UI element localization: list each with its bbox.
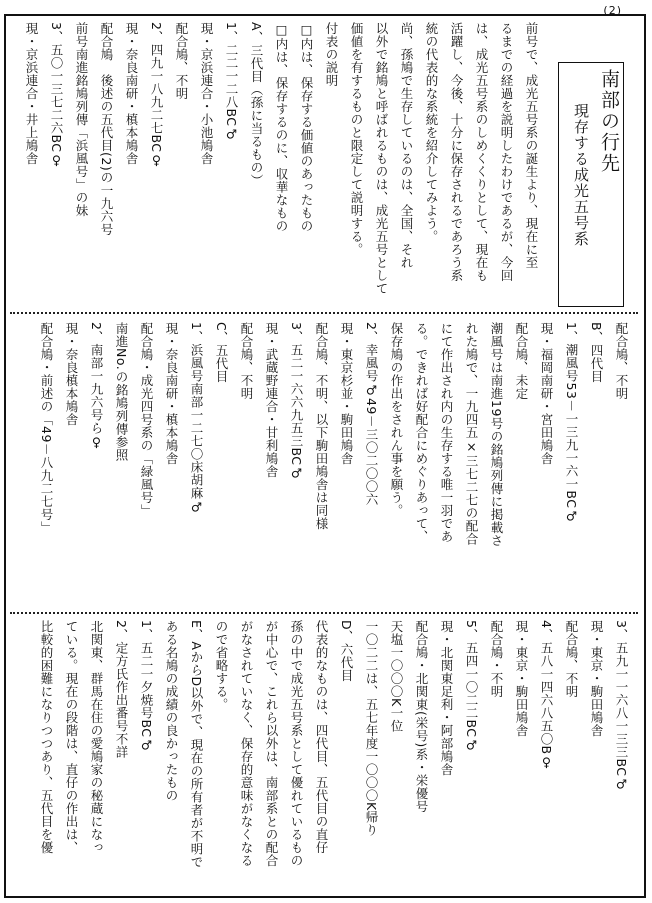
text-line: 3、五〇一三七二六BC♀ <box>49 22 64 169</box>
text-line: 前号南進銘鳩列傳「浜風号」の妹 <box>74 22 89 217</box>
text-line: 配合鳩・北関東(栄号)系・栄優号 <box>414 620 429 813</box>
section-divider <box>10 612 638 614</box>
text-line: 現・京浜連合・井上鳩舎 <box>24 22 39 165</box>
text-line: 配合鳩・不明 <box>489 620 504 698</box>
text-line: るまでの経過を説明したわけであるが、今回 <box>499 22 514 282</box>
text-line: 2、定方氏作出番号不詳 <box>114 620 129 759</box>
text-line: がなされていなく、保存的意味がなくなる <box>239 620 254 867</box>
section-1-text <box>19 22 544 310</box>
text-line: 配合鳩、未定 <box>514 322 529 400</box>
text-line: 天塩一〇〇〇K一位 <box>389 620 404 733</box>
text-line: 現・北関東足利・阿部鳩舎 <box>439 620 454 776</box>
text-line: 配合鳩、不明 <box>614 322 629 400</box>
text-line: は、成光五号系のしめくくりとして、現在も <box>474 22 489 282</box>
text-line: 北関東、群馬在住の愛鳩家の秘蔵になっ <box>89 620 104 854</box>
text-line: 現・福岡南研・宮田鳩舎 <box>539 322 554 465</box>
text-line: 統の代表的な系統を紹介してみよう。 <box>424 22 439 243</box>
section-3-text <box>34 620 634 892</box>
section-divider <box>10 312 638 314</box>
text-line: 現・武蔵野連合・甘利鳩舎 <box>264 322 279 478</box>
text-line: 南進No.の銘鳩列傳参照 <box>114 322 129 462</box>
text-line: にて作出され内の生存する唯一羽であ <box>439 322 454 543</box>
page-number: (2) <box>603 4 622 17</box>
text-line: 配合鳩・前述の「49－八九二七号」 <box>39 322 54 534</box>
text-line: □内は、保存する価値のあったもの <box>299 22 314 233</box>
section-2-text <box>34 322 634 608</box>
text-line: 現・東京・駒田鳩舎 <box>589 620 604 737</box>
text-line: 配合鳩、不明、以下駒田鳩舎は同様 <box>314 322 329 530</box>
text-line: 尚、孫鳩で生存しているのは、全国、それ <box>399 22 414 269</box>
text-line: 配合鳩、不明 <box>564 620 579 698</box>
text-line: 潮風号は南進19号の銘鳩列傳に掲載さ <box>489 322 504 547</box>
text-line: 一〇二二は、五七年度一〇〇〇K帰り <box>364 620 379 837</box>
text-line: 2、四九一八九二七BC♀ <box>149 22 164 169</box>
text-line: 3、五二一六六九五三BC♂ <box>289 322 304 482</box>
text-line: 現・奈良南研・槙本鳩舎 <box>164 322 179 465</box>
section-1 <box>14 22 634 310</box>
text-line: 2、幸風号♂49－三〇二〇〇六 <box>364 322 379 506</box>
text-line: 比較的困難になりつつあり、五代目を優 <box>39 620 54 854</box>
text-line: 孫の中で成光五号系として優れているもの <box>289 620 304 867</box>
article-subtitle: 現存する成光五号系 <box>572 103 590 247</box>
text-line: 現・奈良槙本鳩舎 <box>64 322 79 426</box>
text-line: 1、潮風号53－一三九一六一BC♂ <box>564 322 579 524</box>
text-line: A、三代目（孫に当るもの） <box>249 22 264 188</box>
text-line: 現・東京・駒田鳩舎 <box>514 620 529 737</box>
article-title-box <box>558 62 624 307</box>
text-line: 前号で、成光五号系の誕生より、現在に至 <box>524 22 539 269</box>
text-line: B、四代目 <box>589 322 604 384</box>
text-line: 1、浜風号南部一二七〇床胡麻♂ <box>189 322 204 515</box>
article-title: 南部の行先 <box>598 69 620 174</box>
text-line: 4、五八一四六八五〇B♀ <box>539 620 554 771</box>
section-2 <box>14 322 634 608</box>
text-line: E、AからD以外で、現在の所有者が不明で <box>189 620 204 869</box>
text-line: 現・京浜連合・小池鳩舎 <box>199 22 214 165</box>
text-line: □内は、保存するのに、収華なもの <box>274 22 289 233</box>
text-line: 5、五四一〇二二BC♂ <box>464 620 479 754</box>
text-line: 付表の説明 <box>324 22 339 87</box>
text-line: D、六代目 <box>339 620 354 683</box>
text-line: 配合鳩、不明 <box>239 322 254 400</box>
text-line: 価値を有するものと限定して説明する。 <box>349 22 364 256</box>
text-line: ある名鳩の成績の良かったもの <box>164 620 179 802</box>
text-line: 1、二二一二八BC♂ <box>224 22 239 143</box>
text-line: 代表的なものは、四代目、五代目の直仔 <box>314 620 329 854</box>
text-line: 活躍し、今後、十分に保存されるであろう系 <box>449 22 464 282</box>
text-line: が中心で、これら以外は、南部系との配合 <box>264 620 279 867</box>
text-line: 1、五二一夕焼号BC♂ <box>139 620 154 754</box>
text-line: 現・奈良南研・槙本鳩舎 <box>124 22 139 165</box>
text-line: 以外で銘鳩と呼ばれるものは、成光五号として <box>374 22 389 295</box>
section-3 <box>14 620 634 892</box>
text-line: 配合鳩 後述の五代目(2)の一九六号 <box>99 22 114 237</box>
text-line: 3、五九一一六八一三三BC♂ <box>614 620 629 793</box>
text-line: る。できれば好配合にめぐりあって、 <box>414 322 429 543</box>
text-line: 配合鳩、不明 <box>174 22 189 100</box>
text-line: 現・東京杉並・駒田鳩舎 <box>339 322 354 465</box>
text-line: C、五代目 <box>214 322 229 384</box>
text-line: 2、南部一九六号ら♀ <box>89 322 104 450</box>
text-line: 保存鳩の作出をされん事を願う。 <box>389 322 404 517</box>
text-line: 配合鳩・成光四号系の「緑風号」 <box>139 322 154 517</box>
text-line: れた鳩で、一九四五×三七二七の配合 <box>464 322 479 546</box>
text-line: ので省略する。 <box>214 620 229 711</box>
text-line: ている。現在の段階は、直仔の作出は、 <box>64 620 79 854</box>
